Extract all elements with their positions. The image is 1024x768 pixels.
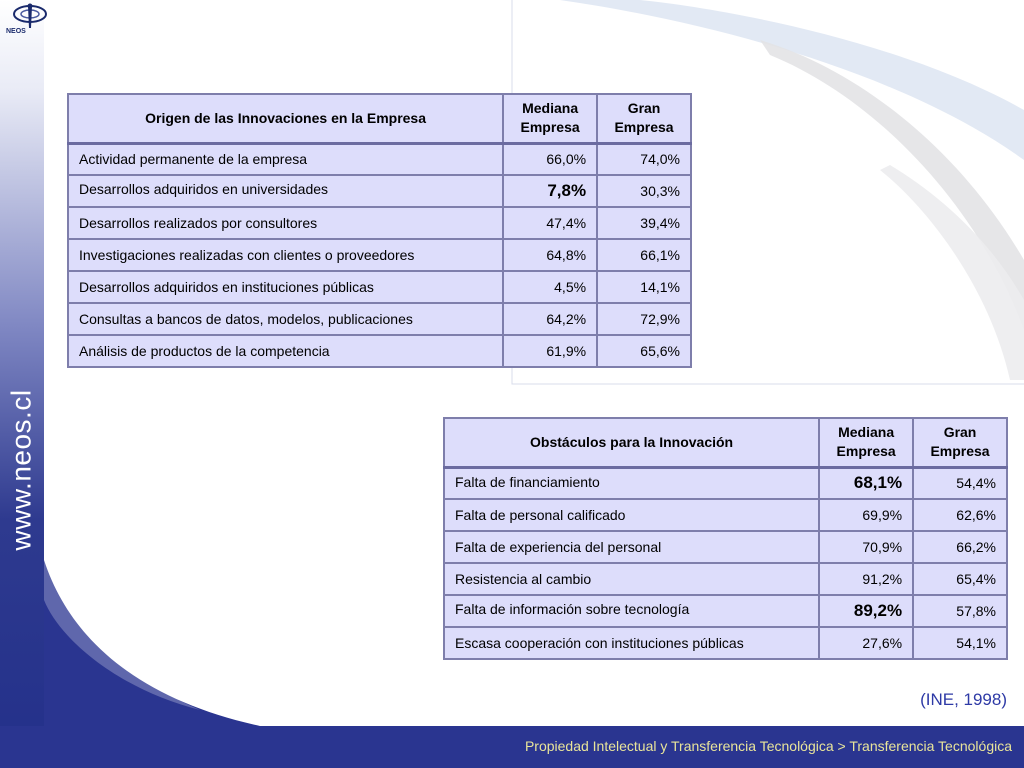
table-row bbox=[444, 467, 1007, 499]
gran-value: 14,1% bbox=[597, 271, 691, 303]
row-label: Falta de información sobre tecnología bbox=[444, 595, 819, 627]
gran-value: 39,4% bbox=[597, 207, 691, 239]
header-origin: Origen de las Innovaciones en la Empresa bbox=[68, 94, 503, 143]
header-mediana: Mediana Empresa bbox=[819, 418, 913, 467]
header-obstacles: Obstáculos para la Innovación bbox=[444, 418, 819, 467]
table-row bbox=[68, 239, 691, 271]
row-label: Falta de experiencia del personal bbox=[444, 531, 819, 563]
table-header-row bbox=[444, 418, 1007, 467]
mediana-value-highlight: 89,2% bbox=[819, 595, 913, 627]
innovation-origin-table bbox=[67, 93, 692, 368]
website-text: www.neos.cl bbox=[6, 389, 37, 551]
table-row bbox=[444, 531, 1007, 563]
mediana-value-highlight: 68,1% bbox=[819, 467, 913, 499]
mediana-value: 91,2% bbox=[819, 563, 913, 595]
gran-value: 65,6% bbox=[597, 335, 691, 367]
row-label: Escasa cooperación con instituciones públicas bbox=[444, 627, 819, 659]
website-label bbox=[0, 310, 44, 630]
table-row bbox=[444, 499, 1007, 531]
mediana-value: 69,9% bbox=[819, 499, 913, 531]
mediana-value: 61,9% bbox=[503, 335, 597, 367]
header-gran: Gran Empresa bbox=[597, 94, 691, 143]
table-row bbox=[68, 207, 691, 239]
mediana-value: 66,0% bbox=[503, 143, 597, 175]
gran-value: 66,2% bbox=[913, 531, 1007, 563]
neos-logo bbox=[4, 2, 52, 46]
gran-value: 30,3% bbox=[597, 175, 691, 207]
mediana-value: 27,6% bbox=[819, 627, 913, 659]
row-label: Desarrollos adquiridos en universidades bbox=[68, 175, 503, 207]
table-row bbox=[68, 271, 691, 303]
row-label: Consultas a bancos de datos, modelos, publicaciones bbox=[68, 303, 503, 335]
table-row bbox=[444, 563, 1007, 595]
table-row bbox=[68, 175, 691, 207]
row-label: Investigaciones realizadas con clientes o proveedores bbox=[68, 239, 503, 271]
table-row bbox=[444, 627, 1007, 659]
table-row bbox=[68, 143, 691, 175]
row-label: Desarrollos realizados por consultores bbox=[68, 207, 503, 239]
table-header-row bbox=[68, 94, 691, 143]
gran-value: 66,1% bbox=[597, 239, 691, 271]
gran-value: 54,1% bbox=[913, 627, 1007, 659]
row-label: Desarrollos adquiridos en instituciones públicas bbox=[68, 271, 503, 303]
source-citation: (INE, 1998) bbox=[920, 690, 1007, 709]
logo-text: NEOS bbox=[6, 28, 26, 35]
mediana-value: 70,9% bbox=[819, 531, 913, 563]
header-gran: Gran Empresa bbox=[913, 418, 1007, 467]
footer-breadcrumb: Propiedad Intelectual y Transferencia Tecnológica > Transferencia Tecnológica bbox=[524, 738, 1012, 754]
mediana-value: 47,4% bbox=[503, 207, 597, 239]
header-mediana: Mediana Empresa bbox=[503, 94, 597, 143]
gran-value: 74,0% bbox=[597, 143, 691, 175]
table-row bbox=[444, 595, 1007, 627]
table-row bbox=[68, 303, 691, 335]
innovation-obstacles-table bbox=[443, 417, 1008, 660]
row-label: Actividad permanente de la empresa bbox=[68, 143, 503, 175]
gran-value: 72,9% bbox=[597, 303, 691, 335]
row-label: Falta de personal calificado bbox=[444, 499, 819, 531]
mediana-value: 64,8% bbox=[503, 239, 597, 271]
row-label: Resistencia al cambio bbox=[444, 563, 819, 595]
row-label: Falta de financiamiento bbox=[444, 467, 819, 499]
gran-value: 54,4% bbox=[913, 467, 1007, 499]
gran-value: 62,6% bbox=[913, 499, 1007, 531]
gran-value: 65,4% bbox=[913, 563, 1007, 595]
row-label: Análisis de productos de la competencia bbox=[68, 335, 503, 367]
table-row bbox=[68, 335, 691, 367]
gran-value: 57,8% bbox=[913, 595, 1007, 627]
mediana-value: 4,5% bbox=[503, 271, 597, 303]
mediana-value-highlight: 7,8% bbox=[503, 175, 597, 207]
mediana-value: 64,2% bbox=[503, 303, 597, 335]
